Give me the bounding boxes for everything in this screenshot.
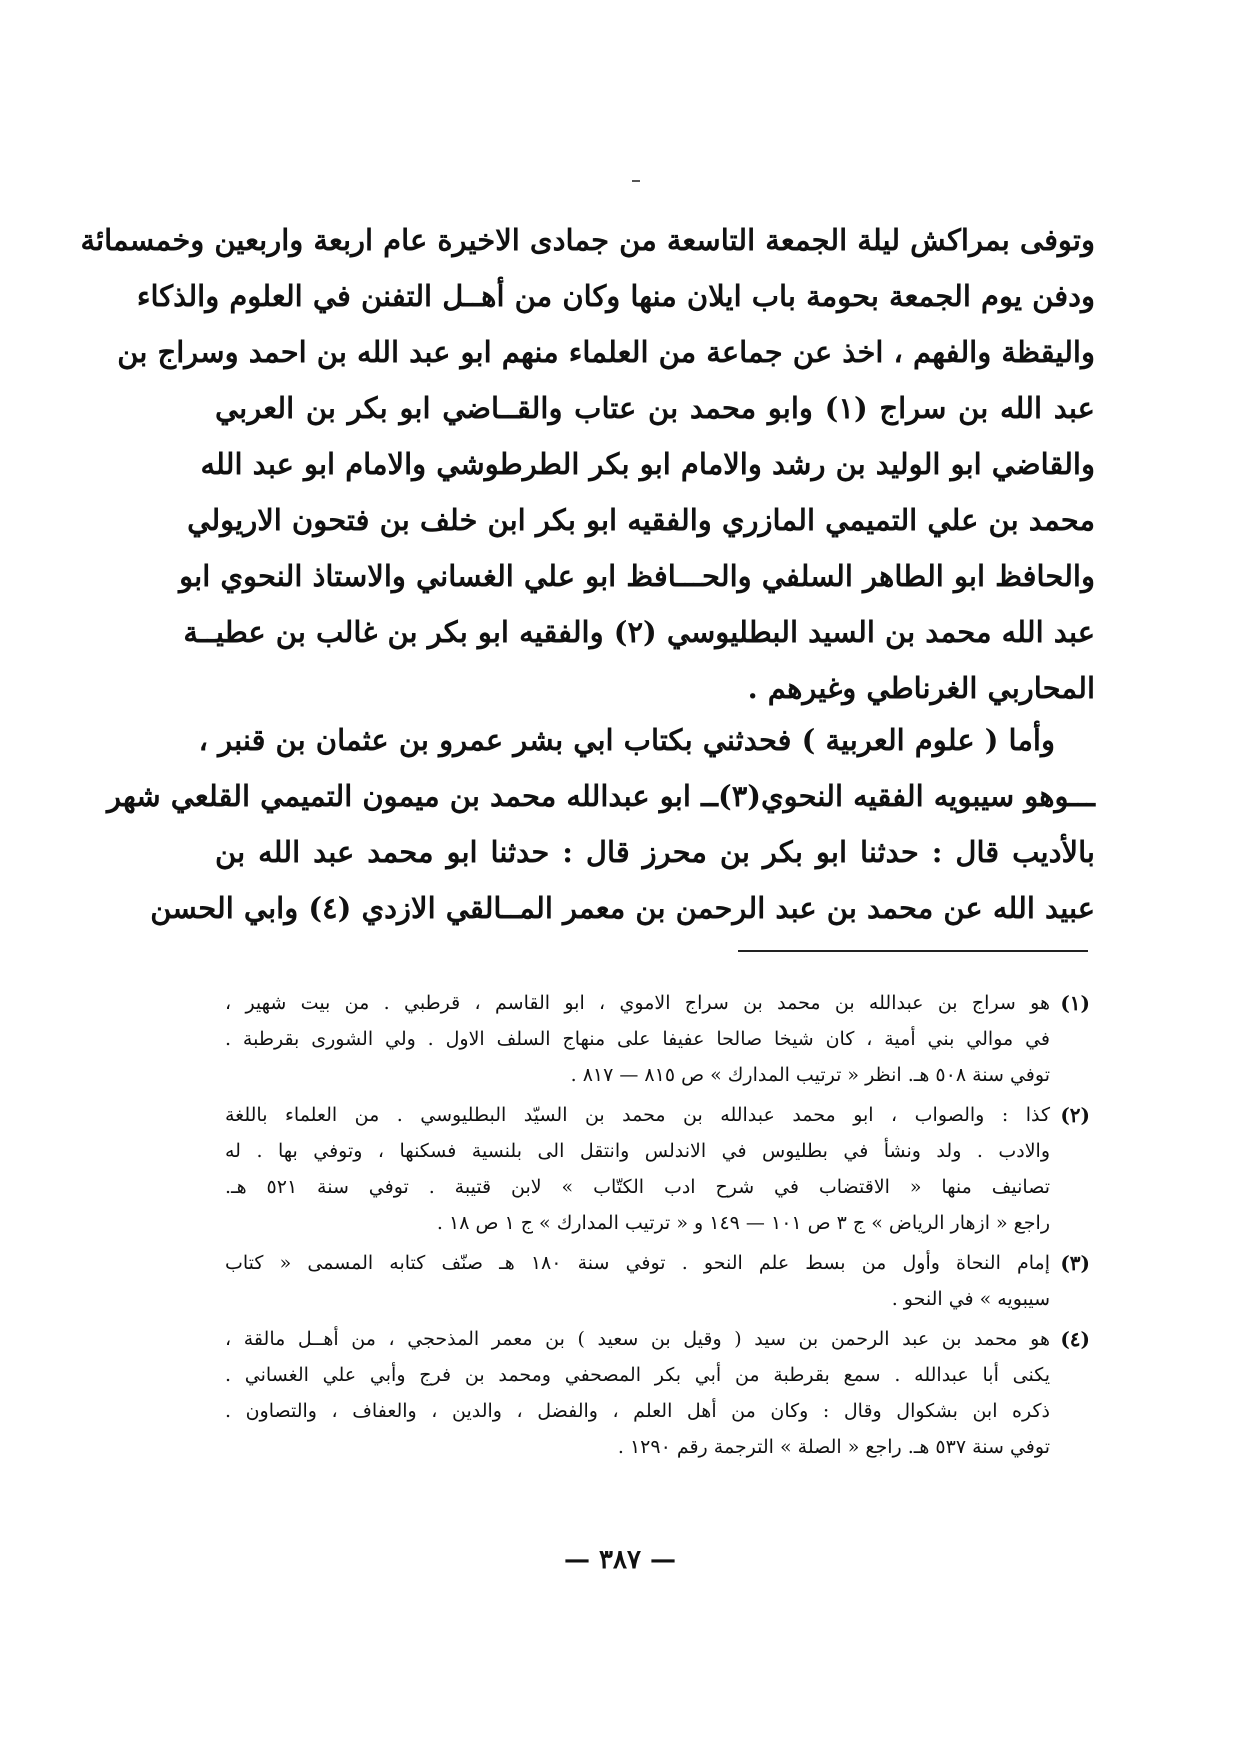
body-line: واليقظة والفهم ، اخذ عن جماعة من العلماء منهم ابو عبد الله بن احمد وسراج بن xyxy=(117,335,1095,369)
footnote-line: إمام النحاة وأول من بسط علم النحو . توفي سنة ١٨٠ هـ صنّف كتابه المسمى « كتاب xyxy=(225,1252,1050,1274)
footnote-4 xyxy=(225,1321,1090,1465)
body-paragraph-2 xyxy=(106,712,1095,936)
footnotes xyxy=(225,985,1090,1469)
footnote-line: ذكره ابن بشكوال وقال : وكان من أهل العلم ، والفضل ، والدين ، والعفاف ، والتصاون . xyxy=(225,1400,1050,1422)
body-line: ـــوهو سيبويه الفقيه النحوي(٣)ــ ابو عبدالله محمد بن ميمون التميمي القلعي شهر xyxy=(106,779,1095,813)
body-line: وتوفى بمراكش ليلة الجمعة التاسعة من جمادى الاخيرة عام اربعة واربعين وخمسمائة xyxy=(80,223,1095,257)
footnote-line: والادب . ولد ونشأ في بطليوس في الاندلس وانتقل الى بلنسية فسكنها ، وتوفي بها . له xyxy=(225,1140,1050,1162)
body-line: والحافظ ابو الطاهر السلفي والحـــافظ ابو علي الغساني والاستاذ النحوي ابو xyxy=(179,559,1095,593)
body-line: عبد الله محمد بن السيد البطليوسي (٢) والفقيه ابو بكر بن غالب بن عطيــة xyxy=(183,615,1095,649)
body-line: عبيد الله عن محمد بن عبد الرحمن بن معمر المــالقي الازدي (٤) وابي الحسن xyxy=(150,891,1095,925)
body-line: عبد الله بن سراج (١) وابو محمد بن عتاب والقــاضي ابو بكر بن العربي xyxy=(215,391,1095,425)
footnote-line: هو محمد بن عبد الرحمن بن سيد ( وقيل بن سعيد ) بن معمر المذحجي ، من أهــل مالقة ، xyxy=(225,1328,1050,1350)
body-line: والقاضي ابو الوليد بن رشد والامام ابو بكر الطرطوشي والامام ابو عبد الله xyxy=(200,447,1095,481)
footnote-line: سيبويه » في النحو . xyxy=(891,1288,1050,1310)
footnote-line: تصانيف منها « الاقتضاب في شرح ادب الكتّاب » لابن قتيبة . توفي سنة ٥٢١ هـ. xyxy=(225,1176,1050,1198)
footnote-line: في موالي بني أمية ، كان شيخا صالحا عفيفا على منهاج السلف الاول . ولي الشورى بقرطبة . xyxy=(225,1028,1050,1050)
footnote-1 xyxy=(225,985,1090,1093)
footnote-2 xyxy=(225,1097,1090,1241)
footnote-line: يكنى أبا عبدالله . سمع بقرطبة من أبي بكر المصحفي ومحمد بن فرج وأبي علي الغساني . xyxy=(225,1364,1050,1386)
footnote-line: توفي سنة ٥٠٨ هـ. انظر « ترتيب المدارك » ص ٨١٥ — ٨١٧ . xyxy=(570,1064,1050,1086)
footnote-line: كذا : والصواب ، ابو محمد عبدالله بن محمد بن السيّد البطليوسي . من العلماء باللغة xyxy=(225,1104,1050,1126)
body-line: المحاربي الغرناطي وغيرهم . xyxy=(747,671,1095,705)
body-paragraph-1 xyxy=(80,212,1095,716)
top-mark xyxy=(632,180,640,182)
footnote-separator xyxy=(738,950,1088,952)
footnote-3 xyxy=(225,1245,1090,1317)
body-line: بالأديب قال : حدثنا ابو بكر بن محرز قال : حدثنا ابو محمد عبد الله بن xyxy=(215,835,1095,869)
body-line: وأما ( علوم العربية ) فحدثني بكتاب ابي بشر عمرو بن عثمان بن قنبر ، xyxy=(198,723,1055,757)
page-number: — ٣٨٧ — xyxy=(563,1545,677,1575)
body-line: ودفن يوم الجمعة بحومة باب ايلان منها وكان من أهــل التفنن في العلوم والذكاء xyxy=(136,279,1095,313)
footnote-line: هو سراج بن عبدالله بن محمد بن سراج الاموي ، ابو القاسم ، قرطبي . من بيت شهير ، xyxy=(225,992,1050,1014)
footnote-number: (٤) xyxy=(1060,1327,1090,1351)
footnote-line: راجع « ازهار الرياض » ج ٣ ص ١٠١ — ١٤٩ و « ترتيب المدارك » ج ١ ص ١٨ . xyxy=(436,1212,1050,1234)
footnote-number: (٣) xyxy=(1060,1251,1090,1275)
footnote-line: توفي سنة ٥٣٧ هـ. راجع « الصلة » الترجمة رقم ١٢٩٠ . xyxy=(617,1436,1050,1458)
body-line: محمد بن علي التميمي المازري والفقيه ابو بكر ابن خلف بن فتحون الاريولي xyxy=(187,503,1095,537)
footnote-number: (٢) xyxy=(1060,1103,1090,1127)
footnote-number: (١) xyxy=(1060,991,1090,1015)
